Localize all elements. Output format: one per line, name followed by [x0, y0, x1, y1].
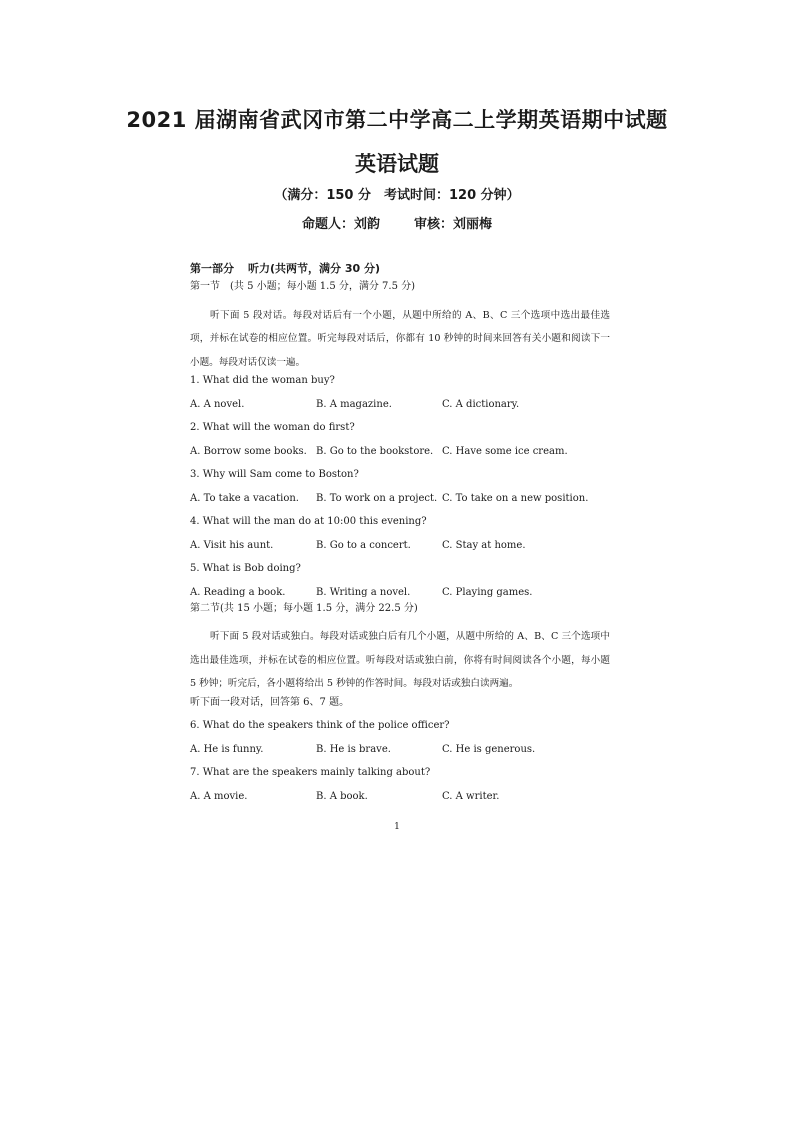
- option-c: C. Stay at home.: [442, 539, 526, 551]
- options-row: [190, 445, 610, 469]
- option-b: B. To work on a project.: [316, 492, 438, 504]
- option-b: B. A magazine.: [316, 398, 392, 410]
- option-c: C. Have some ice cream.: [442, 445, 568, 457]
- option-a: A. He is funny.: [190, 743, 264, 755]
- options-row: [190, 790, 610, 814]
- exam-meta: （满分：150 分 考试时间：120 分钟）: [274, 188, 520, 203]
- exam-title: 2021 届湖南省武冈市第二中学高二上学期英语期中试题: [126, 108, 668, 132]
- reviewer: 审核：刘丽梅: [414, 217, 493, 232]
- setter: 命题人：刘韵: [301, 217, 380, 232]
- option-b: B. A book.: [316, 790, 368, 802]
- option-b: B. Writing a novel.: [316, 586, 411, 598]
- question: 5. What is Bob doing?: [190, 563, 301, 574]
- question: 1. What did the woman buy?: [190, 375, 335, 386]
- options-row: [190, 492, 610, 516]
- option-c: C. Playing games.: [442, 586, 533, 598]
- option-b: B. Go to the bookstore.: [316, 445, 434, 457]
- option-a: A. To take a vacation.: [190, 492, 299, 504]
- option-b: B. Go to a concert.: [316, 539, 411, 551]
- section1-instruction: 听下面 5 段对话。每段对话后有一个小题，从题中所给的 A、B、C 三个选项中选出最佳选项，并标在试卷的相应位置。听完每段对话后，你都有 10 秒钟的时间来回答有关小题和阅读下一小题。每段对话仅读一遍。: [190, 309, 610, 368]
- part1-heading: 第一部分 听力(共两节，满分 30 分): [190, 262, 381, 275]
- section2-lead: 听下面一段对话，回答第 6、7 题。: [190, 696, 350, 708]
- exam-authors: [0, 213, 794, 232]
- section2-instruction: 听下面 5 段对话或独白。每段对话或独白后有几个小题，从题中所给的 A、B、C 三个选项中选出最佳选项，并标在试卷的相应位置。听每段对话或独白前，你将有时间阅读各个小题，每小题 5 秒钟；听完后，各小题将给出 5 秒钟的作答时间。每段对话或独白读两遍。: [190, 631, 610, 689]
- option-c: C. A dictionary.: [442, 398, 520, 410]
- option-a: A. A movie.: [190, 790, 248, 802]
- exam-body: [190, 262, 610, 813]
- options-row: [190, 743, 610, 767]
- section2-heading: 第二节(共 15 小题；每小题 1.5 分，满分 22.5 分): [190, 602, 418, 614]
- option-a: A. A novel.: [190, 398, 245, 410]
- question: 2. What will the woman do first?: [190, 422, 355, 433]
- option-a: A. Visit his aunt.: [190, 539, 274, 551]
- option-b: B. He is brave.: [316, 743, 391, 755]
- question: 3. Why will Sam come to Boston?: [190, 469, 359, 480]
- options-row: [190, 398, 610, 422]
- page-number: 1: [394, 822, 400, 832]
- option-a: A. Borrow some books.: [190, 445, 307, 457]
- option-c: C. To take on a new position.: [442, 492, 589, 504]
- question: 7. What are the speakers mainly talking about?: [190, 767, 431, 778]
- exam-subtitle: 英语试题: [355, 152, 439, 176]
- section1-heading: 第一节 (共 5 小题；每小题 1.5 分，满分 7.5 分): [190, 281, 416, 292]
- options-row: [190, 586, 610, 602]
- question: 4. What will the man do at 10:00 this evening?: [190, 516, 427, 527]
- option-c: C. He is generous.: [442, 743, 536, 755]
- option-a: A. Reading a book.: [190, 586, 286, 598]
- question: 6. What do the speakers think of the police officer?: [190, 720, 450, 731]
- option-c: C. A writer.: [442, 790, 500, 802]
- options-row: [190, 539, 610, 563]
